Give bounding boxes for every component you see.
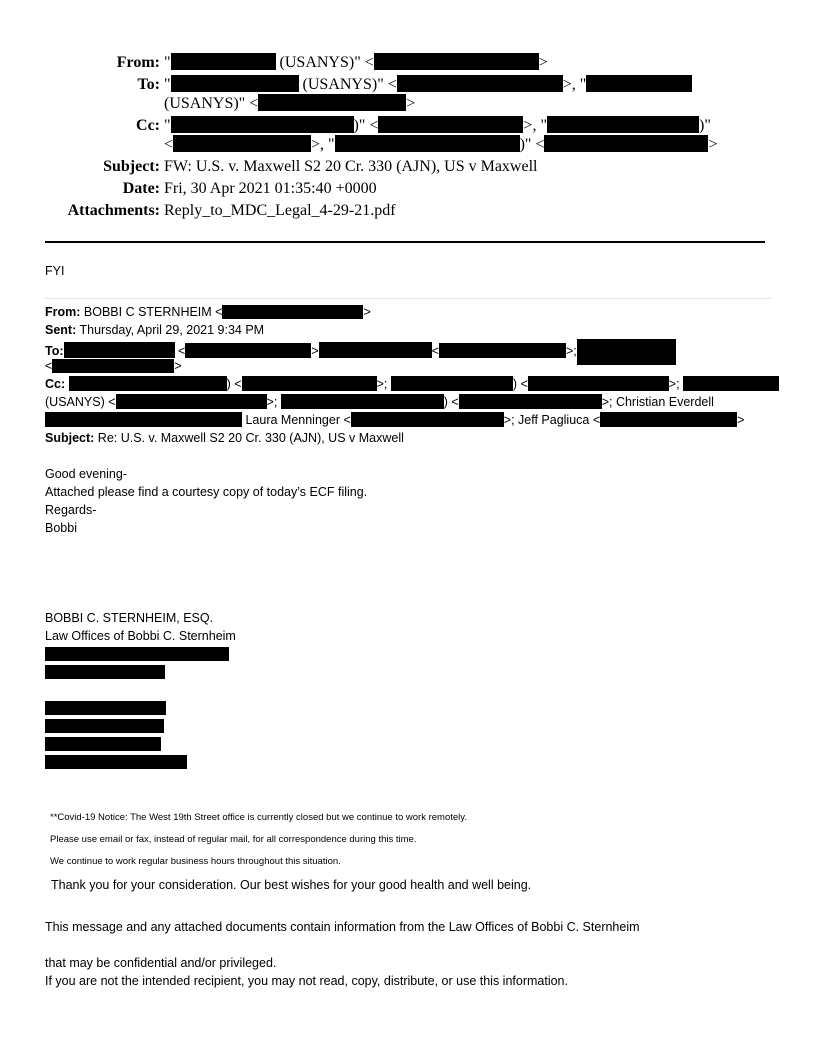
redaction (116, 394, 267, 409)
fwd-cc-line2: (USANYS) < >; ) < >; Christian Everdell (45, 395, 714, 409)
notice-line: Please use email or fax, instead of regular mail, for all correspondence during this time. (50, 834, 417, 845)
from-label: From: (116, 54, 160, 71)
redaction (45, 737, 161, 751)
disclaimer-line: If you are not the intended recipient, you may not read, copy, distribute, or use this information. (45, 974, 568, 988)
redaction (222, 305, 363, 319)
redaction (600, 412, 737, 427)
redaction (45, 755, 187, 769)
redaction (319, 342, 432, 358)
disclaimer-line: that may be confidential and/or privileged. (45, 956, 277, 970)
fwd-cc-line: Cc: ) < >; ) < >; (45, 375, 779, 393)
notice-line: **Covid-19 Notice: The West 19th Street office is currently closed but we continue to work remotely. (50, 812, 467, 823)
signature-firm: Law Offices of Bobbi C. Sternheim (45, 629, 236, 643)
redaction (64, 342, 175, 358)
redaction (397, 75, 563, 92)
thanks-line: Thank you for your consideration. Our best wishes for your good health and well being. (51, 878, 532, 892)
fwd-to-line2: < > (45, 359, 182, 373)
redaction (351, 412, 504, 427)
redaction (547, 116, 699, 133)
disclaimer-line: This message and any attached documents contain information from the Law Offices of Bobbi C. Sternheim (45, 920, 640, 934)
redaction (335, 135, 520, 152)
redaction (171, 116, 354, 133)
header-divider (45, 241, 765, 243)
redaction (459, 394, 602, 409)
redaction (185, 343, 311, 358)
fwd-from-line: From: BOBBI C STERNHEIM < > (45, 305, 371, 319)
fwd-subject-line: Subject: Re: U.S. v. Maxwell S2 20 Cr. 330 (AJN), US v Maxwell (45, 431, 404, 445)
redaction (258, 94, 406, 111)
redaction (45, 719, 164, 733)
greeting: Good evening- (45, 467, 128, 481)
redaction (45, 412, 242, 427)
fwd-cc-line3: Laura Menninger < >; Jeff Pagliuca < > (45, 411, 744, 429)
redaction (586, 75, 692, 92)
redaction (528, 376, 669, 391)
attachments-label: Attachments: (67, 202, 160, 219)
to-label: To: (137, 76, 160, 93)
redaction (683, 376, 779, 391)
signoff: Bobbi (45, 521, 77, 535)
forward-divider (45, 298, 771, 299)
redaction (173, 135, 311, 152)
date-label: Date: (122, 180, 160, 197)
from-value: " (USANYS)" < > (164, 54, 548, 71)
redaction (69, 376, 227, 391)
cc-label: Cc: (136, 117, 160, 134)
subject-label: Subject: (103, 158, 160, 175)
notice-line: We continue to work regular business hours throughout this situation. (50, 856, 341, 867)
subject-value: FW: U.S. v. Maxwell S2 20 Cr. 330 (AJN), US v Maxwell (164, 158, 538, 175)
date-value: Fri, 30 Apr 2021 01:35:40 +0000 (164, 180, 377, 197)
redaction (577, 339, 676, 365)
redaction (281, 394, 444, 409)
to-value-line2: (USANYS)" < > (164, 95, 416, 112)
to-value: " (USANYS)" < >, " (164, 75, 692, 94)
redaction (439, 343, 566, 358)
cc-value-line2: < >, " )" < > (164, 136, 718, 153)
message-line: Attached please find a courtesy copy of today’s ECF filing. (45, 485, 368, 499)
redaction (171, 53, 276, 70)
attachment-link[interactable]: Reply_to_MDC_Legal_4-29-21.pdf (164, 202, 396, 219)
redaction (45, 647, 229, 661)
redaction (374, 53, 539, 70)
fwd-to-line: To: < > < >; (45, 339, 676, 365)
redaction (544, 135, 708, 152)
redaction (242, 376, 377, 391)
fyi-text: FYI (45, 264, 65, 278)
closing: Regards- (45, 503, 97, 517)
fwd-sent-line: Sent: Thursday, April 29, 2021 9:34 PM (45, 323, 265, 337)
redaction (45, 701, 166, 715)
redaction (171, 75, 299, 92)
redaction (378, 116, 523, 133)
redaction (52, 359, 174, 373)
cc-value: " )" < >, " )" (164, 117, 711, 134)
redaction (391, 376, 513, 391)
redaction (45, 665, 165, 679)
signature-name: BOBBI C. STERNHEIM, ESQ. (45, 611, 214, 625)
